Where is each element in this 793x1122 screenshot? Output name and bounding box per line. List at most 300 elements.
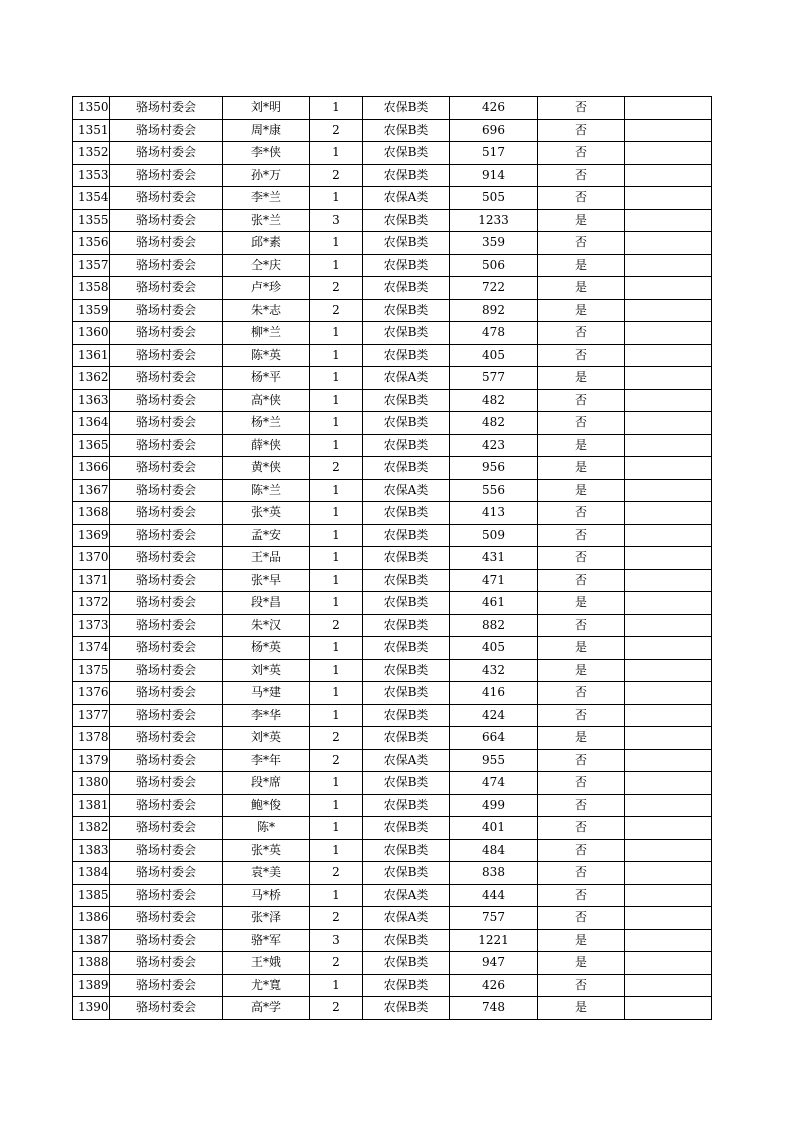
yes-no-flag-cell: 是 <box>538 209 625 232</box>
village-committee-cell: 骆场村委会 <box>110 119 223 142</box>
household-count-cell: 2 <box>310 907 363 930</box>
person-name-cell: 高*学 <box>223 997 310 1020</box>
insurance-type-cell: 农保B类 <box>363 704 450 727</box>
amount-cell: 556 <box>450 479 538 502</box>
yes-no-flag-cell: 否 <box>538 119 625 142</box>
yes-no-flag-cell: 否 <box>538 907 625 930</box>
household-count-cell: 2 <box>310 457 363 480</box>
table-row <box>73 119 712 142</box>
insurance-type-cell: 农保B类 <box>363 277 450 300</box>
insurance-type-cell: 农保B类 <box>363 862 450 885</box>
yes-no-flag-cell: 否 <box>538 232 625 255</box>
yes-no-flag-cell: 是 <box>538 457 625 480</box>
person-name-cell: 刘*英 <box>223 727 310 750</box>
row-number-cell: 1374 <box>73 637 110 660</box>
insurance-type-cell: 农保A类 <box>363 907 450 930</box>
table-row <box>73 862 712 885</box>
insurance-type-cell: 农保B类 <box>363 997 450 1020</box>
row-number-cell: 1363 <box>73 389 110 412</box>
yes-no-flag-cell: 否 <box>538 817 625 840</box>
village-committee-cell: 骆场村委会 <box>110 682 223 705</box>
yes-no-flag-cell: 否 <box>538 322 625 345</box>
table-row <box>73 389 712 412</box>
insurance-type-cell: 农保B类 <box>363 119 450 142</box>
table-row <box>73 97 712 120</box>
village-committee-cell: 骆场村委会 <box>110 479 223 502</box>
person-name-cell: 李*侠 <box>223 142 310 165</box>
table-row <box>73 929 712 952</box>
table-row <box>73 952 712 975</box>
remark-cell <box>625 997 712 1020</box>
row-number-cell: 1371 <box>73 569 110 592</box>
household-count-cell: 3 <box>310 929 363 952</box>
remark-cell <box>625 794 712 817</box>
remark-cell <box>625 479 712 502</box>
amount-cell: 405 <box>450 637 538 660</box>
remark-cell <box>625 209 712 232</box>
table-row <box>73 412 712 435</box>
insurance-type-cell: 农保B类 <box>363 614 450 637</box>
person-name-cell: 朱*志 <box>223 299 310 322</box>
person-name-cell: 孟*安 <box>223 524 310 547</box>
row-number-cell: 1354 <box>73 187 110 210</box>
yes-no-flag-cell: 否 <box>538 839 625 862</box>
village-committee-cell: 骆场村委会 <box>110 704 223 727</box>
table-row <box>73 367 712 390</box>
yes-no-flag-cell: 否 <box>538 142 625 165</box>
remark-cell <box>625 119 712 142</box>
data-table <box>72 96 712 1020</box>
row-number-cell: 1355 <box>73 209 110 232</box>
insurance-type-cell: 农保B类 <box>363 502 450 525</box>
table-row <box>73 277 712 300</box>
yes-no-flag-cell: 是 <box>538 637 625 660</box>
household-count-cell: 1 <box>310 367 363 390</box>
insurance-type-cell: 农保B类 <box>363 569 450 592</box>
table-row <box>73 299 712 322</box>
insurance-type-cell: 农保B类 <box>363 772 450 795</box>
insurance-type-cell: 农保B类 <box>363 659 450 682</box>
village-committee-cell: 骆场村委会 <box>110 232 223 255</box>
amount-cell: 914 <box>450 164 538 187</box>
insurance-type-cell: 农保B类 <box>363 232 450 255</box>
village-committee-cell: 骆场村委会 <box>110 209 223 232</box>
village-committee-cell: 骆场村委会 <box>110 862 223 885</box>
remark-cell <box>625 614 712 637</box>
row-number-cell: 1367 <box>73 479 110 502</box>
yes-no-flag-cell: 否 <box>538 974 625 997</box>
household-count-cell: 1 <box>310 974 363 997</box>
row-number-cell: 1377 <box>73 704 110 727</box>
amount-cell: 359 <box>450 232 538 255</box>
village-committee-cell: 骆场村委会 <box>110 817 223 840</box>
yes-no-flag-cell: 否 <box>538 862 625 885</box>
yes-no-flag-cell: 否 <box>538 884 625 907</box>
village-committee-cell: 骆场村委会 <box>110 164 223 187</box>
household-count-cell: 1 <box>310 794 363 817</box>
table-row <box>73 997 712 1020</box>
row-number-cell: 1378 <box>73 727 110 750</box>
yes-no-flag-cell: 否 <box>538 164 625 187</box>
village-committee-cell: 骆场村委会 <box>110 929 223 952</box>
insurance-type-cell: 农保B类 <box>363 322 450 345</box>
insurance-type-cell: 农保A类 <box>363 367 450 390</box>
yes-no-flag-cell: 是 <box>538 929 625 952</box>
household-count-cell: 2 <box>310 277 363 300</box>
row-number-cell: 1366 <box>73 457 110 480</box>
person-name-cell: 张*早 <box>223 569 310 592</box>
table-row <box>73 749 712 772</box>
table-row <box>73 817 712 840</box>
table-row <box>73 794 712 817</box>
person-name-cell: 陈* <box>223 817 310 840</box>
yes-no-flag-cell: 否 <box>538 344 625 367</box>
remark-cell <box>625 952 712 975</box>
remark-cell <box>625 457 712 480</box>
household-count-cell: 1 <box>310 569 363 592</box>
remark-cell <box>625 322 712 345</box>
table-row <box>73 209 712 232</box>
insurance-type-cell: 农保B类 <box>363 817 450 840</box>
row-number-cell: 1357 <box>73 254 110 277</box>
remark-cell <box>625 839 712 862</box>
amount-cell: 424 <box>450 704 538 727</box>
yes-no-flag-cell: 否 <box>538 187 625 210</box>
insurance-type-cell: 农保B类 <box>363 412 450 435</box>
yes-no-flag-cell: 否 <box>538 794 625 817</box>
remark-cell <box>625 547 712 570</box>
insurance-type-cell: 农保B类 <box>363 592 450 615</box>
person-name-cell: 薛*侠 <box>223 434 310 457</box>
amount-cell: 722 <box>450 277 538 300</box>
person-name-cell: 陈*英 <box>223 344 310 367</box>
table-row <box>73 502 712 525</box>
amount-cell: 471 <box>450 569 538 592</box>
person-name-cell: 李*华 <box>223 704 310 727</box>
amount-cell: 748 <box>450 997 538 1020</box>
row-number-cell: 1382 <box>73 817 110 840</box>
remark-cell <box>625 637 712 660</box>
person-name-cell: 鲍*俊 <box>223 794 310 817</box>
amount-cell: 1233 <box>450 209 538 232</box>
row-number-cell: 1387 <box>73 929 110 952</box>
household-count-cell: 1 <box>310 547 363 570</box>
village-committee-cell: 骆场村委会 <box>110 277 223 300</box>
household-count-cell: 1 <box>310 637 363 660</box>
table-row <box>73 322 712 345</box>
remark-cell <box>625 817 712 840</box>
village-committee-cell: 骆场村委会 <box>110 389 223 412</box>
amount-cell: 482 <box>450 389 538 412</box>
amount-cell: 499 <box>450 794 538 817</box>
insurance-type-cell: 农保B类 <box>363 344 450 367</box>
household-count-cell: 1 <box>310 97 363 120</box>
remark-cell <box>625 254 712 277</box>
remark-cell <box>625 277 712 300</box>
yes-no-flag-cell: 否 <box>538 547 625 570</box>
insurance-type-cell: 农保B类 <box>363 682 450 705</box>
person-name-cell: 张*英 <box>223 502 310 525</box>
person-name-cell: 张*兰 <box>223 209 310 232</box>
insurance-type-cell: 农保B类 <box>363 637 450 660</box>
village-committee-cell: 骆场村委会 <box>110 974 223 997</box>
row-number-cell: 1369 <box>73 524 110 547</box>
village-committee-cell: 骆场村委会 <box>110 412 223 435</box>
yes-no-flag-cell: 否 <box>538 412 625 435</box>
insurance-type-cell: 农保B类 <box>363 794 450 817</box>
yes-no-flag-cell: 是 <box>538 952 625 975</box>
row-number-cell: 1360 <box>73 322 110 345</box>
household-count-cell: 1 <box>310 322 363 345</box>
household-count-cell: 2 <box>310 727 363 750</box>
village-committee-cell: 骆场村委会 <box>110 457 223 480</box>
person-name-cell: 卢*珍 <box>223 277 310 300</box>
row-number-cell: 1372 <box>73 592 110 615</box>
person-name-cell: 杨*英 <box>223 637 310 660</box>
village-committee-cell: 骆场村委会 <box>110 254 223 277</box>
yes-no-flag-cell: 是 <box>538 434 625 457</box>
row-number-cell: 1388 <box>73 952 110 975</box>
person-name-cell: 骆*军 <box>223 929 310 952</box>
yes-no-flag-cell: 否 <box>538 524 625 547</box>
person-name-cell: 杨*平 <box>223 367 310 390</box>
row-number-cell: 1390 <box>73 997 110 1020</box>
village-committee-cell: 骆场村委会 <box>110 502 223 525</box>
village-committee-cell: 骆场村委会 <box>110 997 223 1020</box>
yes-no-flag-cell: 否 <box>538 749 625 772</box>
yes-no-flag-cell: 否 <box>538 614 625 637</box>
row-number-cell: 1364 <box>73 412 110 435</box>
amount-cell: 401 <box>450 817 538 840</box>
table-row <box>73 457 712 480</box>
amount-cell: 416 <box>450 682 538 705</box>
amount-cell: 509 <box>450 524 538 547</box>
person-name-cell: 高*侠 <box>223 389 310 412</box>
person-name-cell: 段*昌 <box>223 592 310 615</box>
household-count-cell: 1 <box>310 839 363 862</box>
yes-no-flag-cell: 否 <box>538 772 625 795</box>
village-committee-cell: 骆场村委会 <box>110 614 223 637</box>
person-name-cell: 杨*兰 <box>223 412 310 435</box>
table-row <box>73 164 712 187</box>
insurance-type-cell: 农保B类 <box>363 839 450 862</box>
household-count-cell: 2 <box>310 164 363 187</box>
yes-no-flag-cell: 是 <box>538 997 625 1020</box>
remark-cell <box>625 884 712 907</box>
remark-cell <box>625 907 712 930</box>
village-committee-cell: 骆场村委会 <box>110 322 223 345</box>
person-name-cell: 李*年 <box>223 749 310 772</box>
person-name-cell: 孙*万 <box>223 164 310 187</box>
row-number-cell: 1373 <box>73 614 110 637</box>
remark-cell <box>625 974 712 997</box>
remark-cell <box>625 682 712 705</box>
person-name-cell: 马*桥 <box>223 884 310 907</box>
row-number-cell: 1379 <box>73 749 110 772</box>
remark-cell <box>625 142 712 165</box>
table-row <box>73 479 712 502</box>
row-number-cell: 1384 <box>73 862 110 885</box>
row-number-cell: 1385 <box>73 884 110 907</box>
person-name-cell: 刘*明 <box>223 97 310 120</box>
row-number-cell: 1383 <box>73 839 110 862</box>
remark-cell <box>625 749 712 772</box>
person-name-cell: 邱*素 <box>223 232 310 255</box>
row-number-cell: 1361 <box>73 344 110 367</box>
household-count-cell: 1 <box>310 389 363 412</box>
row-number-cell: 1350 <box>73 97 110 120</box>
person-name-cell: 张*英 <box>223 839 310 862</box>
household-count-cell: 1 <box>310 592 363 615</box>
insurance-type-cell: 农保B类 <box>363 254 450 277</box>
row-number-cell: 1352 <box>73 142 110 165</box>
remark-cell <box>625 929 712 952</box>
household-count-cell: 1 <box>310 142 363 165</box>
table-row <box>73 727 712 750</box>
row-number-cell: 1359 <box>73 299 110 322</box>
table-row <box>73 907 712 930</box>
village-committee-cell: 骆场村委会 <box>110 907 223 930</box>
row-number-cell: 1356 <box>73 232 110 255</box>
village-committee-cell: 骆场村委会 <box>110 524 223 547</box>
amount-cell: 444 <box>450 884 538 907</box>
remark-cell <box>625 232 712 255</box>
table-row <box>73 187 712 210</box>
yes-no-flag-cell: 是 <box>538 727 625 750</box>
person-name-cell: 王*品 <box>223 547 310 570</box>
remark-cell <box>625 97 712 120</box>
row-number-cell: 1365 <box>73 434 110 457</box>
village-committee-cell: 骆场村委会 <box>110 772 223 795</box>
row-number-cell: 1370 <box>73 547 110 570</box>
insurance-type-cell: 农保A类 <box>363 187 450 210</box>
yes-no-flag-cell: 否 <box>538 502 625 525</box>
amount-cell: 517 <box>450 142 538 165</box>
person-name-cell: 柳*兰 <box>223 322 310 345</box>
row-number-cell: 1362 <box>73 367 110 390</box>
person-name-cell: 王*娥 <box>223 952 310 975</box>
remark-cell <box>625 299 712 322</box>
row-number-cell: 1375 <box>73 659 110 682</box>
amount-cell: 956 <box>450 457 538 480</box>
household-count-cell: 1 <box>310 232 363 255</box>
amount-cell: 505 <box>450 187 538 210</box>
table-row <box>73 659 712 682</box>
yes-no-flag-cell: 否 <box>538 569 625 592</box>
person-name-cell: 周*康 <box>223 119 310 142</box>
village-committee-cell: 骆场村委会 <box>110 592 223 615</box>
household-count-cell: 1 <box>310 524 363 547</box>
household-count-cell: 2 <box>310 119 363 142</box>
yes-no-flag-cell: 是 <box>538 659 625 682</box>
row-number-cell: 1358 <box>73 277 110 300</box>
yes-no-flag-cell: 是 <box>538 592 625 615</box>
yes-no-flag-cell: 是 <box>538 254 625 277</box>
yes-no-flag-cell: 否 <box>538 682 625 705</box>
insurance-type-cell: 农保B类 <box>363 97 450 120</box>
household-count-cell: 1 <box>310 704 363 727</box>
person-name-cell: 马*建 <box>223 682 310 705</box>
remark-cell <box>625 592 712 615</box>
amount-cell: 461 <box>450 592 538 615</box>
amount-cell: 955 <box>450 749 538 772</box>
amount-cell: 838 <box>450 862 538 885</box>
remark-cell <box>625 412 712 435</box>
remark-cell <box>625 524 712 547</box>
amount-cell: 577 <box>450 367 538 390</box>
remark-cell <box>625 704 712 727</box>
insurance-type-cell: 农保B类 <box>363 434 450 457</box>
insurance-type-cell: 农保B类 <box>363 389 450 412</box>
village-committee-cell: 骆场村委会 <box>110 187 223 210</box>
insurance-type-cell: 农保B类 <box>363 457 450 480</box>
village-committee-cell: 骆场村委会 <box>110 299 223 322</box>
table-row <box>73 547 712 570</box>
insurance-type-cell: 农保B类 <box>363 547 450 570</box>
table-row <box>73 682 712 705</box>
row-number-cell: 1368 <box>73 502 110 525</box>
table-row <box>73 772 712 795</box>
person-name-cell: 黄*侠 <box>223 457 310 480</box>
household-count-cell: 1 <box>310 884 363 907</box>
amount-cell: 1221 <box>450 929 538 952</box>
village-committee-cell: 骆场村委会 <box>110 637 223 660</box>
village-committee-cell: 骆场村委会 <box>110 749 223 772</box>
person-name-cell: 朱*汉 <box>223 614 310 637</box>
remark-cell <box>625 164 712 187</box>
remark-cell <box>625 187 712 210</box>
table-row <box>73 839 712 862</box>
table-row <box>73 142 712 165</box>
remark-cell <box>625 367 712 390</box>
person-name-cell: 张*泽 <box>223 907 310 930</box>
village-committee-cell: 骆场村委会 <box>110 659 223 682</box>
household-count-cell: 1 <box>310 412 363 435</box>
household-count-cell: 2 <box>310 997 363 1020</box>
table-row <box>73 974 712 997</box>
amount-cell: 474 <box>450 772 538 795</box>
remark-cell <box>625 659 712 682</box>
table-row <box>73 434 712 457</box>
remark-cell <box>625 344 712 367</box>
village-committee-cell: 骆场村委会 <box>110 547 223 570</box>
table-row <box>73 232 712 255</box>
amount-cell: 426 <box>450 97 538 120</box>
yes-no-flag-cell: 否 <box>538 97 625 120</box>
household-count-cell: 1 <box>310 254 363 277</box>
yes-no-flag-cell: 是 <box>538 299 625 322</box>
insurance-type-cell: 农保B类 <box>363 929 450 952</box>
person-name-cell: 段*席 <box>223 772 310 795</box>
insurance-type-cell: 农保B类 <box>363 209 450 232</box>
household-count-cell: 2 <box>310 614 363 637</box>
amount-cell: 482 <box>450 412 538 435</box>
remark-cell <box>625 569 712 592</box>
row-number-cell: 1389 <box>73 974 110 997</box>
table-row <box>73 704 712 727</box>
household-count-cell: 2 <box>310 299 363 322</box>
remark-cell <box>625 389 712 412</box>
person-name-cell: 刘*英 <box>223 659 310 682</box>
remark-cell <box>625 502 712 525</box>
yes-no-flag-cell: 否 <box>538 389 625 412</box>
insurance-type-cell: 农保A类 <box>363 749 450 772</box>
household-count-cell: 1 <box>310 772 363 795</box>
village-committee-cell: 骆场村委会 <box>110 367 223 390</box>
household-count-cell: 1 <box>310 817 363 840</box>
amount-cell: 484 <box>450 839 538 862</box>
insurance-type-cell: 农保A类 <box>363 479 450 502</box>
